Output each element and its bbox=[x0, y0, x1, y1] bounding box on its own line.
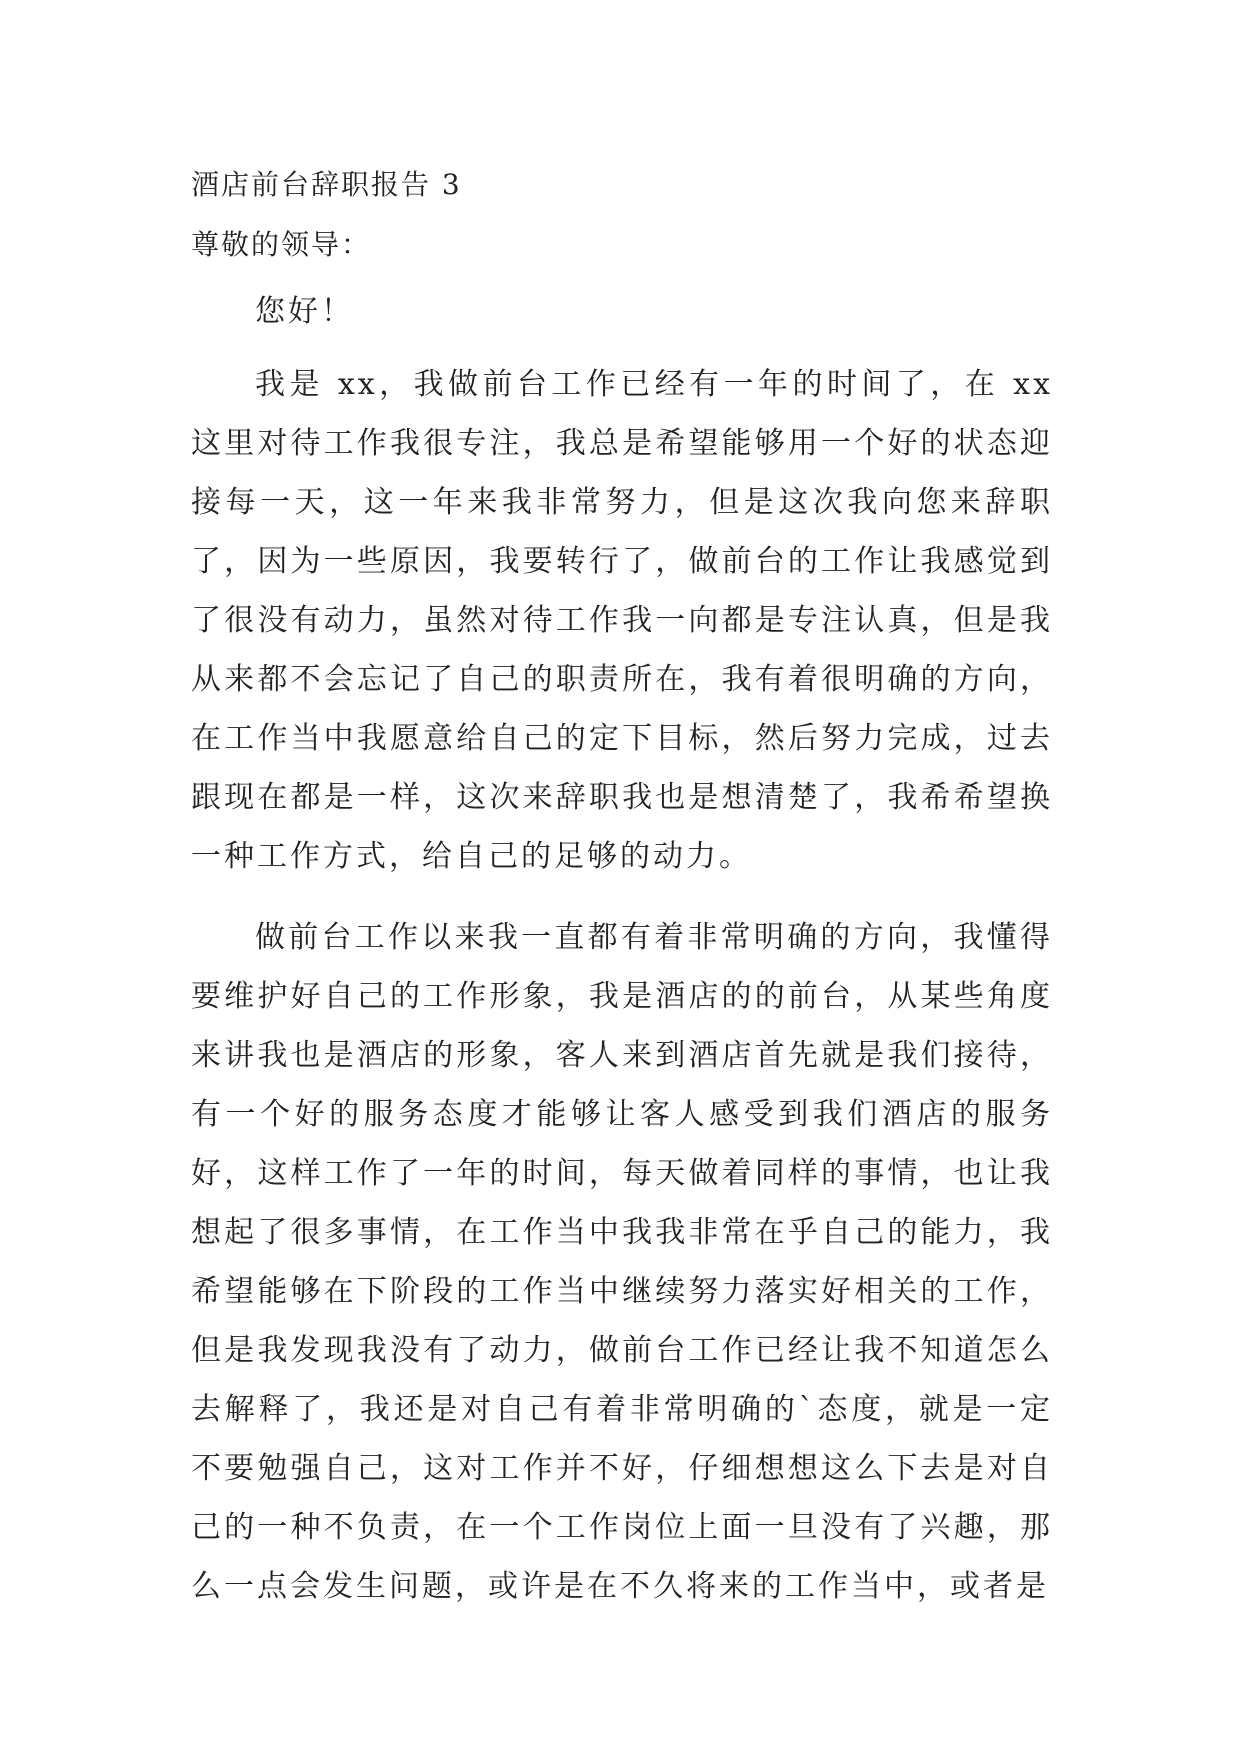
body-paragraph-2: 做前台工作以来我一直都有着非常明确的方向，我懂得要维护好自己的工作形象，我是酒店的的前台，从某些角度来讲我也是酒店的形象，客人来到酒店首先就是我们接待，有一个好的服务态度才能够让客人感受到我们酒店的服务好，这样工作了一年的时间，每天做着同样的事情，也让我想起了很多事情，在工作当中我我非常在乎自己的能力，我希望能够在下阶段的工作当中继续努力落实好相关的工作，但是我发现我没有了动力，做前台工作已经让我不知道怎么去解释了，我还是对自己有着非常明确的`态度，就是一定不要勉强自己，这对工作并不好，仔细想想这么下去是对自己的一种不负责，在一个工作岗位上面一旦没有了兴趣，那么一点会发生问题，或许是在不久将来的工作当中，或者是 bbox=[191, 920, 1053, 1604]
greeting-paragraph: 您好！ bbox=[255, 294, 354, 329]
document-body bbox=[191, 282, 1053, 1616]
body-paragraph-1: 我是 xx，我做前台工作已经有一年的时间了，在 xx 这里对待工作我很专注，我总是希望能够用一个好的状态迎接每一天，这一年来我非常努力，但是这次我向您来辞职了，因为一些原因，我要转行了，做前台的工作让我感觉到了很没有动力，虽然对待工作我一向都是专注认真，但是我从来都不会忘记了自己的职责所在，我有着很明确的方向，在工作当中我愿意给自己的定下目标，然后努力完成，过去跟现在都是一样，这次来辞职我也是想清楚了，我希希望换一种工作方式，给自己的足够的动力。 bbox=[191, 367, 1053, 874]
salutation: 尊敬的领导： bbox=[191, 228, 372, 261]
document-title: 酒店前台辞职报告 3 bbox=[191, 168, 462, 201]
